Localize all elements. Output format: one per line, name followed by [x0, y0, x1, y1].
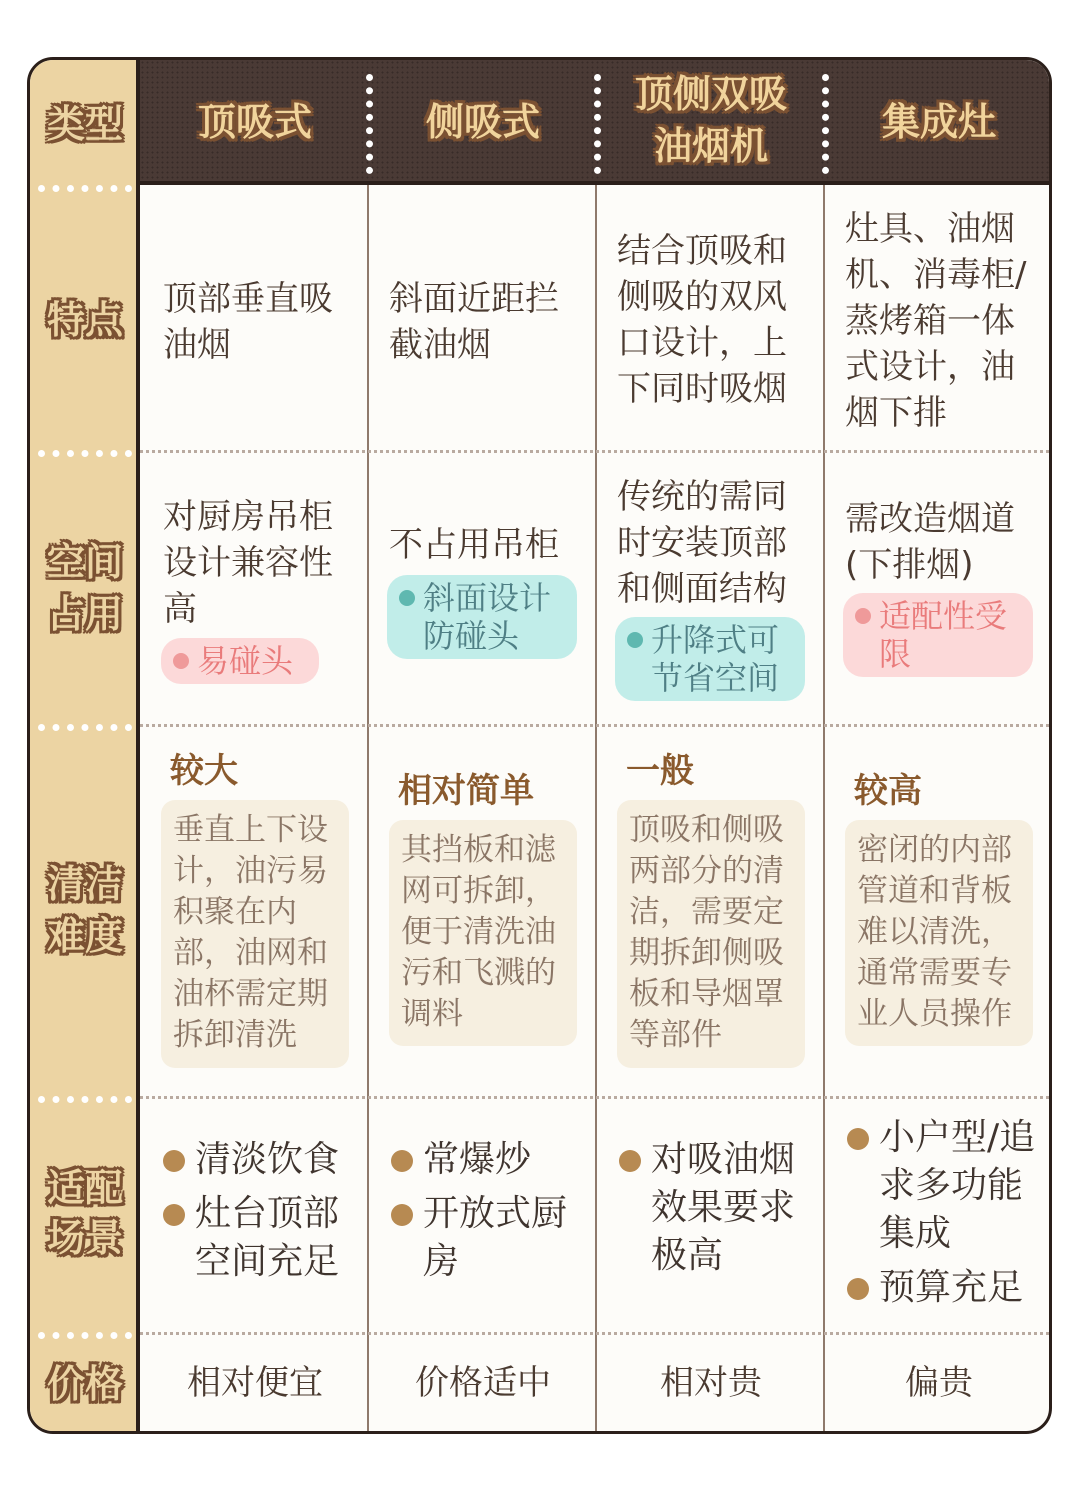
space-cell: 不占用吊柜 [389, 525, 559, 565]
bullet-dot-icon [391, 1150, 413, 1172]
clean-description: 其挡板和滤网可拆卸，便于清洗油污和飞溅的调料 [389, 820, 577, 1046]
space-tag-text: 升降式可节省空间 [651, 621, 780, 697]
bullet-dot-icon [163, 1150, 185, 1172]
bullet-dot-icon [847, 1128, 869, 1150]
tag-dot-icon [855, 608, 871, 624]
label-separator [38, 1332, 132, 1339]
row-label-clean-1: 清洁 [46, 862, 123, 906]
bullet-dot-icon [391, 1204, 413, 1226]
column-header-side-suction: 侧吸式 [425, 100, 540, 144]
row-divider [140, 1096, 1049, 1099]
column-header-dual-suction-2: 油烟机 [653, 124, 768, 168]
label-separator [38, 450, 132, 457]
tag-dot-icon [173, 653, 189, 669]
column-divider [823, 185, 825, 1431]
row-label-feature: 特点 [46, 298, 123, 342]
feature-cell: 斜面近距拦截油烟 [389, 279, 559, 365]
comparison-table [27, 57, 1052, 1434]
space-cell: 对厨房吊柜设计兼容性高 [163, 497, 333, 629]
clean-level: 一般 [626, 751, 694, 791]
space-tag-warning [161, 638, 319, 684]
label-separator [38, 185, 132, 192]
label-separator [38, 724, 132, 731]
space-cell: 需改造烟道(下排烟) [845, 499, 1015, 585]
scene-item: 清淡饮食 [163, 1136, 363, 1184]
bullet-dot-icon [847, 1278, 869, 1300]
clean-description: 顶吸和侧吸两部分的清洁，需要定期拆卸侧吸板和导烟罩等部件 [617, 800, 805, 1068]
row-label-space-1: 空间 [46, 540, 123, 584]
scene-item: 开放式厨房 [391, 1190, 591, 1286]
price-cell: 价格适中 [415, 1363, 551, 1403]
column-header-top-suction: 顶吸式 [197, 100, 312, 144]
price-cell: 相对便宜 [187, 1363, 323, 1403]
column-header-integrated-stove: 集成灶 [881, 100, 996, 144]
bullet-dot-icon [163, 1204, 185, 1226]
clean-level: 相对简单 [398, 771, 534, 811]
feature-cell: 灶具、油烟机、消毒柜/蒸烤箱一体式设计，油烟下排 [845, 209, 1027, 433]
clean-description: 垂直上下设计，油污易积聚在内部，油网和油杯需定期拆卸清洗 [161, 800, 349, 1068]
row-divider [140, 1332, 1049, 1335]
clean-level: 较高 [854, 771, 922, 811]
price-cell: 相对贵 [660, 1363, 762, 1403]
feature-cell: 结合顶吸和侧吸的双风口设计，上下同时吸烟 [617, 231, 787, 409]
row-divider [140, 724, 1049, 727]
scene-item: 对吸油烟效果要求极高 [619, 1136, 819, 1280]
space-tag-text: 易碰头 [197, 642, 294, 680]
row-label-space-2: 占用 [46, 592, 123, 636]
row-label-clean-2: 难度 [46, 914, 123, 958]
clean-description: 密闭的内部管道和背板难以清洗，通常需要专业人员操作 [845, 820, 1033, 1046]
space-cell: 传统的需同时安装顶部和侧面结构 [617, 477, 787, 609]
clean-level: 较大 [170, 751, 238, 791]
row-label-price: 价格 [46, 1362, 123, 1406]
label-separator [38, 1096, 132, 1103]
row-label-scene-1: 适配 [46, 1166, 123, 1210]
scene-item: 常爆炒 [391, 1136, 591, 1184]
space-tag-text: 斜面设计防碰头 [423, 579, 552, 655]
row-divider [140, 450, 1049, 453]
space-tag-text: 适配性受限 [879, 597, 1008, 673]
scene-item: 预算充足 [847, 1264, 1047, 1312]
price-cell: 偏贵 [905, 1363, 973, 1403]
scene-item: 小户型/追求多功能集成 [847, 1114, 1047, 1258]
tag-dot-icon [627, 632, 643, 648]
tag-dot-icon [399, 590, 415, 606]
space-tag-warning [843, 593, 1033, 677]
column-divider [367, 185, 369, 1431]
column-header-dual-suction-1: 顶侧双吸 [634, 72, 787, 116]
space-tag-benefit [387, 575, 577, 659]
row-label-scene-2: 场景 [46, 1216, 123, 1260]
feature-cell: 顶部垂直吸油烟 [163, 279, 333, 365]
column-divider [595, 185, 597, 1431]
space-tag-benefit [615, 617, 805, 701]
scene-item: 灶台顶部空间充足 [163, 1190, 363, 1286]
bullet-dot-icon [619, 1150, 641, 1172]
row-label-type: 类型 [46, 102, 123, 146]
